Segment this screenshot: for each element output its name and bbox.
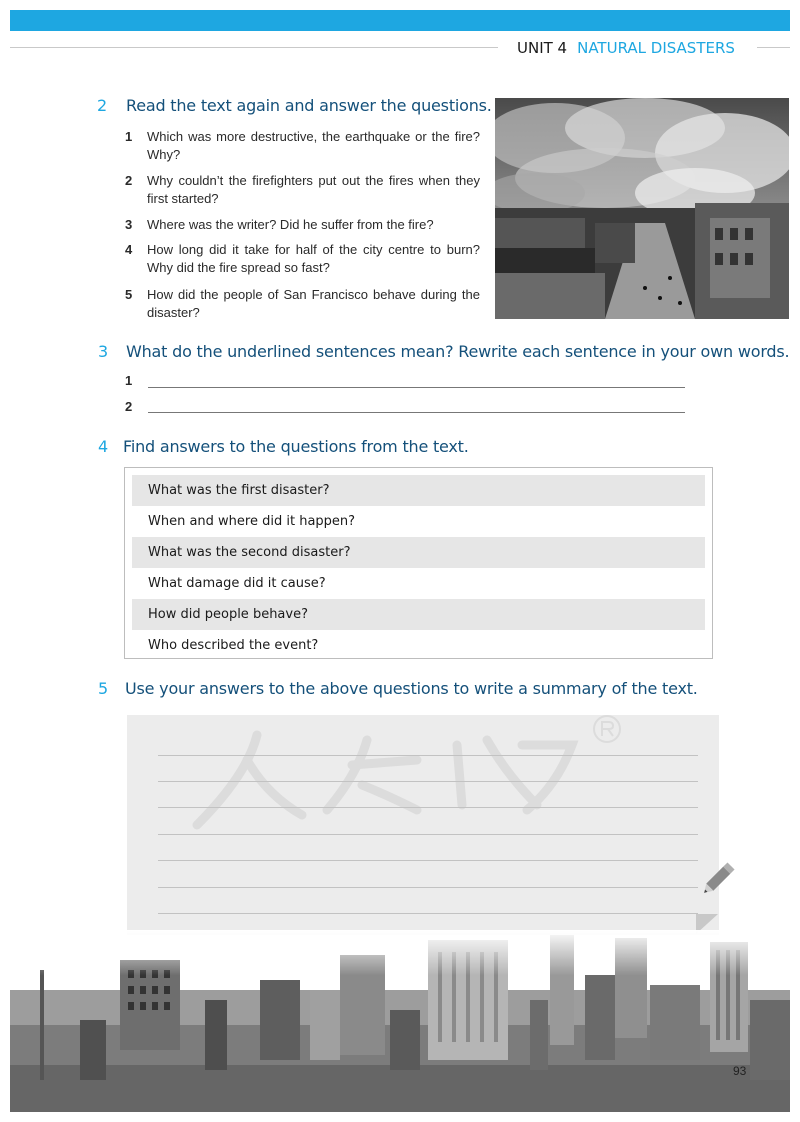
page-number: 93 <box>733 1064 747 1078</box>
unit-header <box>517 39 735 57</box>
section-4-number: 4 <box>98 437 109 456</box>
question-number: 5 <box>125 287 133 302</box>
ruined-city-image <box>10 930 790 1112</box>
table-row <box>132 537 705 568</box>
question-item <box>125 172 480 208</box>
section-2-number: 2 <box>97 96 108 115</box>
answer-line[interactable] <box>148 387 685 388</box>
question-item <box>125 286 480 322</box>
writing-line <box>158 781 698 782</box>
table-row <box>132 475 705 506</box>
question-item <box>125 216 480 234</box>
question-text: Which was more destructive, the earthquake or the fire? Why? <box>147 129 480 162</box>
table-row-text: How did people behave? <box>148 607 308 622</box>
table-row-text: Who described the event? <box>148 638 319 653</box>
answer-line[interactable] <box>148 412 685 413</box>
table-row <box>132 630 705 661</box>
question-text: Where was the writer? Did he suffer from the fire? <box>147 217 434 232</box>
writing-line <box>158 755 698 756</box>
question-item <box>125 128 480 164</box>
question-item <box>125 241 480 277</box>
table-row <box>132 506 705 537</box>
question-number: 3 <box>125 217 133 232</box>
question-number: 4 <box>125 242 133 257</box>
unit-topic: NATURAL DISASTERS <box>577 39 735 57</box>
writing-line <box>158 807 698 808</box>
section-5-number: 5 <box>98 679 109 698</box>
section-5-title: Use your answers to the above questions to write a summary of the text. <box>125 679 698 698</box>
top-color-bar <box>10 10 790 31</box>
section-3-number: 3 <box>98 342 109 361</box>
question-text: How did the people of San Francisco behave during the disaster? <box>147 287 480 320</box>
table-row-text: What was the first disaster? <box>148 483 330 498</box>
section-2-title: Read the text again and answer the questions. <box>126 96 492 115</box>
writing-line <box>158 913 698 914</box>
section-3-title: What do the underlined sentences mean? Rewrite each sentence in your own words. <box>126 342 790 361</box>
san-francisco-fire-photo <box>495 98 789 319</box>
publisher-watermark <box>127 715 719 935</box>
table-row-text: What damage did it cause? <box>148 576 326 591</box>
answer-line-number: 2 <box>125 399 133 414</box>
table-row <box>132 568 705 599</box>
summary-writing-area[interactable] <box>127 715 719 935</box>
header-rule-left <box>10 47 498 48</box>
table-row <box>132 599 705 630</box>
unit-label: UNIT 4 <box>517 39 568 57</box>
header-rule-right <box>757 47 790 48</box>
question-text: How long did it take for half of the city centre to burn? Why did the fire spread so fast? <box>147 242 480 275</box>
question-text: Why couldn’t the firefighters put out the fires when they first started? <box>147 173 480 206</box>
answer-line-number: 1 <box>125 373 133 388</box>
section-4-title: Find answers to the questions from the text. <box>123 437 469 456</box>
question-number: 1 <box>125 129 133 144</box>
writing-line <box>158 834 698 835</box>
pencil-icon <box>698 858 740 898</box>
table-row-text: When and where did it happen? <box>148 514 356 529</box>
writing-line <box>158 860 698 861</box>
question-number: 2 <box>125 173 133 188</box>
table-row-text: What was the second disaster? <box>148 545 351 560</box>
writing-line <box>158 887 698 888</box>
